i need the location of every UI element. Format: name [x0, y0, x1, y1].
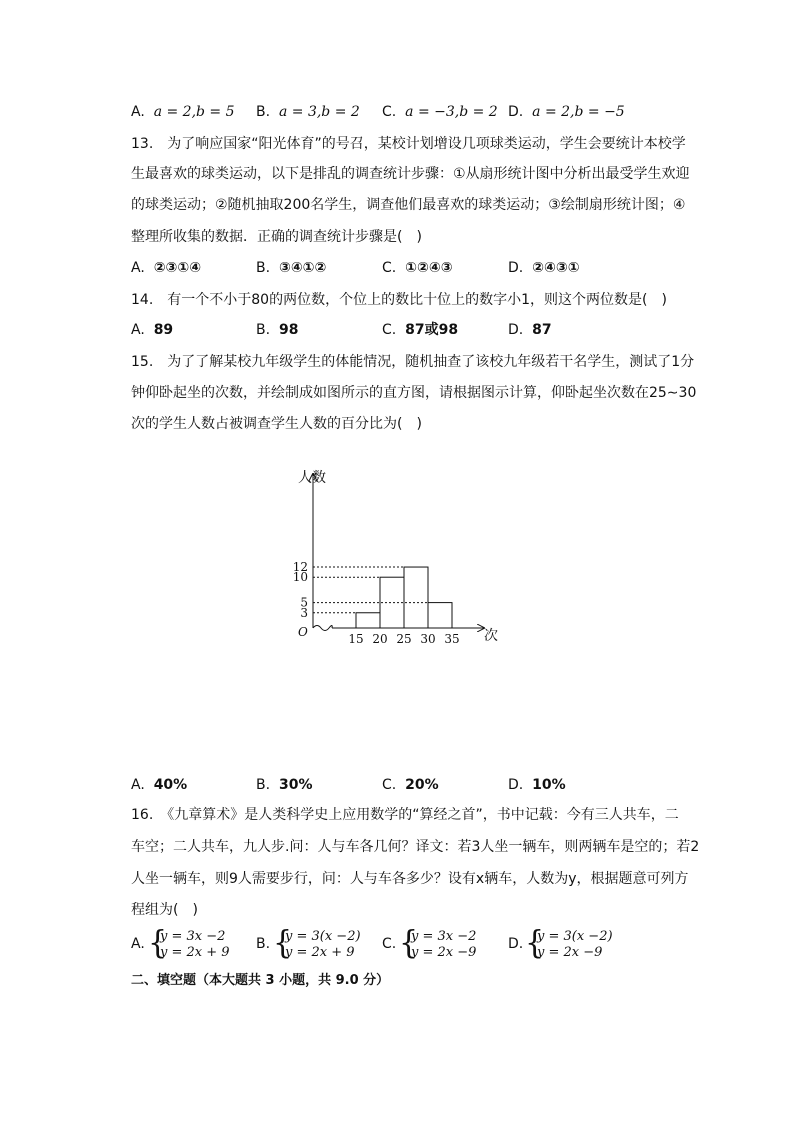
section-2-heading: 二、填空题（本大题共 3 小题，共 9.0 分）: [131, 973, 390, 988]
q14-option-d: D. 87: [508, 322, 552, 338]
bar-30-35: [428, 603, 452, 628]
x-tick-30: 30: [420, 632, 436, 646]
bar-25-30: [404, 567, 428, 628]
q14-line-1: 14. 有一个不小于80的两位数，个位上的数比十位上的数字小1，则这个两位数是( ): [131, 292, 667, 308]
x-tick-15: 15: [348, 632, 364, 646]
q13-option-a: A. ②③①④: [131, 260, 202, 276]
q13-line-2: 生最喜欢的球类运动，以下是排乱的调查统计步骤：①从扇形统计图中分析出最受学生欢迎: [131, 166, 690, 182]
q16-option-a: A. { y = 3x −2 y = 2x + 9: [131, 925, 230, 962]
q16-line-1: 16. 《九章算术》是人类科学史上应用数学的“算经之首”，书中记载：今有三人共车，二: [131, 807, 679, 823]
q12-option-c: C. a = −3,b = 2: [382, 104, 498, 120]
q16-option-b: B. { y = 3(x −2) y = 2x + 9: [256, 925, 361, 962]
q16-option-d: D. { y = 3(x −2) y = 2x −9: [508, 925, 613, 962]
q12-option-d: D. a = 2,b = −5: [508, 104, 625, 120]
y-tick-10: 10: [292, 570, 308, 585]
q15-line-3: 次的学生人数占被调查学生人数的百分比为( ): [131, 416, 422, 432]
q13-option-c: C. ①②④③: [382, 260, 453, 276]
q16-option-c: C. { y = 3x −2 y = 2x −9: [382, 925, 477, 962]
q13-line-3: 的球类运动；②随机抽取200名学生，调查他们最喜欢的球类运动；③绘制扇形统计图；④: [131, 197, 686, 213]
q15-line-2: 钟仰卧起坐的次数，并绘制成如图所示的直方图，请根据图示计算，仰卧起坐次数在25∼30: [131, 385, 697, 401]
q13-line-4: 整理所收集的数据．正确的调查统计步骤是( ): [131, 229, 422, 245]
q14-option-a: A. 89: [131, 322, 174, 338]
q16-line-3: 人坐一辆车，则9人需要步行，问：人与车各多少？设有x辆车，人数为y，根据题意可列方: [131, 871, 689, 887]
origin-label: O: [298, 625, 308, 639]
histogram-chart: [280, 460, 510, 660]
q12-option-a: A. a = 2,b = 5: [131, 104, 235, 120]
q15-option-a: A. 40%: [131, 777, 188, 793]
x-tick-20: 20: [372, 632, 388, 646]
x-tick-25: 25: [396, 632, 412, 646]
y-tick-12: 12: [292, 560, 308, 575]
axis-break-mark: [313, 626, 332, 631]
q16-line-2: 车空；二人共车，九人步.问：人与车各几何？译文：若3人坐一辆车，则两辆车是空的；若2: [131, 839, 700, 855]
q15-option-c: C. 20%: [382, 777, 439, 793]
q13-option-d: D. ②④③①: [508, 260, 580, 276]
x-tick-35: 35: [444, 632, 460, 646]
q15-option-b: B. 30%: [256, 777, 313, 793]
q13-option-b: B. ③④①②: [256, 260, 327, 276]
q15-line-1: 15. 为了了解某校九年级学生的体能情况，随机抽查了该校九年级若干名学生，测试了1分: [131, 354, 695, 370]
bar-15-20: [356, 613, 380, 628]
q14-option-c: C. 87或98: [382, 322, 459, 338]
q14-option-b: B. 98: [256, 322, 299, 338]
bar-20-25: [380, 577, 404, 628]
q15-option-d: D. 10%: [508, 777, 566, 793]
x-axis-label: 次: [484, 628, 498, 644]
y-tick-3: 3: [300, 605, 308, 620]
y-tick-5: 5: [300, 595, 308, 610]
q12-option-b: B. a = 3,b = 2: [256, 104, 360, 120]
q13-line-1: 13. 为了响应国家“阳光体育”的号召，某校计划增设几项球类运动，学生会要统计本校学: [131, 136, 686, 152]
y-axis-label: 人数: [298, 470, 326, 486]
q16-line-4: 程组为( ): [131, 902, 198, 918]
